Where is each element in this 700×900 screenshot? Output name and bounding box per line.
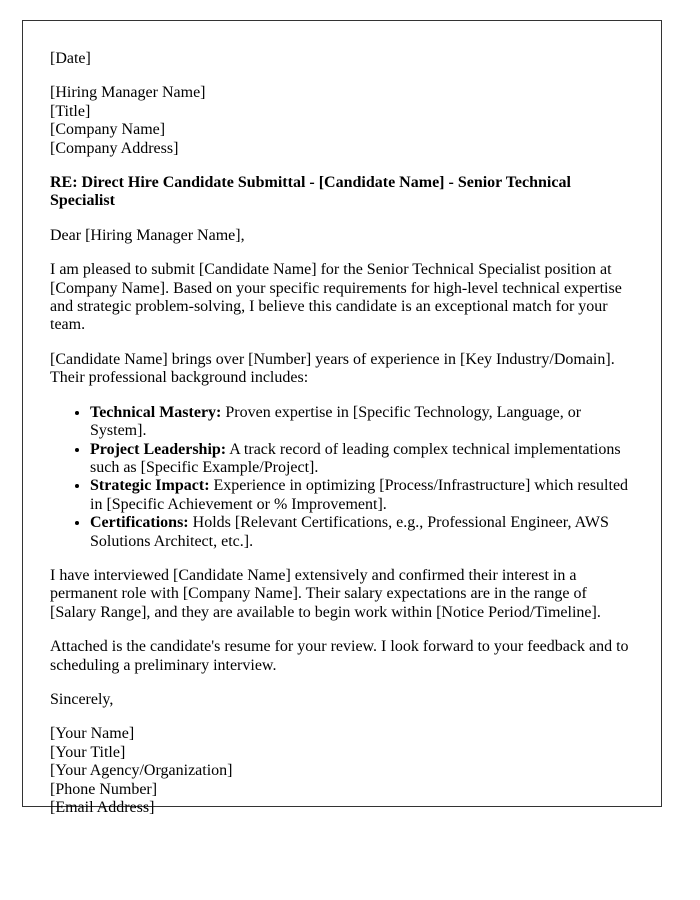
salutation: Dear [Hiring Manager Name], — [50, 226, 245, 244]
bullet-strategic-impact — [90, 477, 633, 514]
bullet-text: Holds [Relevant Certifications, e.g., Professional Engineer, AWS Solutions Architect, etc.]. — [90, 514, 609, 550]
recipient-title: [Title] — [50, 102, 91, 120]
bullet-technical-mastery — [90, 404, 633, 441]
paragraph-interview: I have interviewed [Candidate Name] extensively and confirmed their interest in a permanent role with [Company Name]. Their salary expectations are in the range of [Salary Range], and they are available to begin work within [Notice Period/Timeline]. — [50, 566, 601, 621]
bullet-certifications — [90, 514, 633, 551]
paragraph-closing: Attached is the candidate's resume for your review. I look forward to your feedback and to scheduling a preliminary interview. — [50, 638, 629, 674]
signature-organization: [Your Agency/Organization] — [50, 762, 233, 780]
date-line: [Date] — [50, 50, 91, 67]
paragraph-background: [Candidate Name] brings over [Number] years of experience in [Key Industry/Domain]. Their professional background includes: — [50, 350, 615, 387]
bullet-label: Certifications: — [90, 514, 189, 532]
paragraph-intro: I am pleased to submit [Candidate Name] for the Senior Technical Specialist position at [Company Name]. Based on your specific requirements for high-level technical expertise and strategic problem-solving, I believe this candidate is an exceptional match for your team. — [50, 261, 622, 334]
letter-page — [22, 20, 662, 816]
signature-block — [50, 725, 633, 817]
recipient-block — [50, 84, 633, 158]
bullet-label: Project Leadership: — [90, 440, 227, 458]
bullet-text: Proven expertise in [Specific Technology, Language, or System]. — [90, 403, 582, 440]
signoff: Sincerely, — [50, 690, 114, 708]
recipient-name: [Hiring Manager Name] — [50, 84, 206, 102]
bullet-label: Technical Mastery: — [90, 403, 222, 421]
bullet-label: Strategic Impact: — [90, 477, 210, 495]
signature-title: [Your Title] — [50, 743, 126, 761]
recipient-company: [Company Name] — [50, 121, 166, 139]
signature-email: [Email Address] — [50, 799, 155, 816]
signature-phone: [Phone Number] — [50, 780, 158, 798]
bullet-project-leadership — [90, 441, 633, 478]
bullet-text: Experience in optimizing [Process/Infrastructure] which resulted in [Specific Achievement or % Improvement]. — [90, 477, 629, 513]
bullet-text: A track record of leading complex technical implementations such as [Specific Example/Project]. — [90, 440, 621, 476]
qualifications-list — [50, 404, 633, 551]
subject-line: RE: Direct Hire Candidate Submittal - [Candidate Name] - Senior Technical Specialist — [50, 174, 571, 210]
signature-name: [Your Name] — [50, 725, 135, 743]
recipient-address: [Company Address] — [50, 139, 179, 157]
